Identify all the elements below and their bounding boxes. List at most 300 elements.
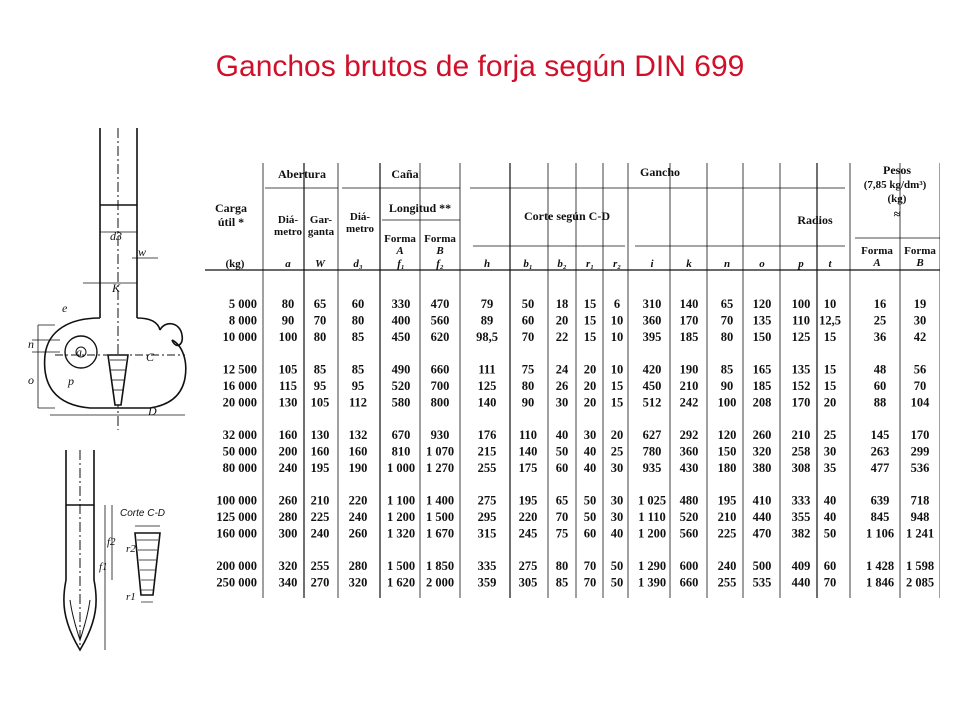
table-cell: 140 xyxy=(679,297,699,311)
table-cell: 275 xyxy=(518,559,538,573)
table-cell: 60 xyxy=(555,461,569,475)
table-cell: 15 xyxy=(583,313,597,328)
table-cell: 30 xyxy=(610,510,624,524)
table-cell: 195 xyxy=(310,461,330,475)
svg-text:o: o xyxy=(28,373,34,387)
table-cell: 135 xyxy=(791,362,811,377)
table-cell: 1 428 xyxy=(865,559,895,573)
table-cell: 308 xyxy=(791,461,811,475)
carga-cell: 16 000 xyxy=(222,379,257,393)
table-cell: 145 xyxy=(870,428,890,442)
table-cell: 1 500 xyxy=(386,559,416,573)
table-cell: 70 xyxy=(583,559,597,573)
table-cell: 210 xyxy=(791,428,811,442)
table-cell: 935 xyxy=(642,461,662,475)
table-cell: 85 xyxy=(351,330,365,344)
symbol-14: o xyxy=(759,258,765,270)
table-cell: 299 xyxy=(910,444,930,459)
table-cell: 1 200 xyxy=(386,510,416,524)
table-cell: 95 xyxy=(351,379,365,393)
carga-cell: 20 000 xyxy=(222,395,257,410)
table-cell: 660 xyxy=(679,575,699,590)
carga-cell: 200 000 xyxy=(216,559,257,573)
table-cell: 15 xyxy=(823,330,837,344)
symbol-10: r₂ xyxy=(612,258,622,270)
table-cell: 1 200 xyxy=(637,526,667,541)
table-cell: 1 000 xyxy=(386,461,416,475)
table-cell: 40 xyxy=(823,493,837,508)
table-cell: 270 xyxy=(310,575,330,590)
table-cell: 15 xyxy=(610,379,624,393)
table-cell: 520 xyxy=(391,379,411,393)
table-cell: 355 xyxy=(791,510,811,524)
table-cell: 65 xyxy=(720,297,734,311)
table-cell: 100 xyxy=(791,297,811,311)
header-pesos-2: (7,85 kg/dm³) xyxy=(863,179,927,191)
table-cell: 275 xyxy=(477,493,497,508)
table-cell: 335 xyxy=(477,559,497,573)
table-cell: 160 xyxy=(348,444,368,459)
table-cell: 30 xyxy=(823,444,837,459)
table-cell: 240 xyxy=(278,461,298,475)
table-cell: 160 xyxy=(310,444,330,459)
symbol-15: p xyxy=(798,258,804,270)
table-cell: 70 xyxy=(823,575,837,590)
table-cell: 470 xyxy=(752,526,772,541)
header-pesos-3: (kg) xyxy=(887,193,907,205)
table-cell: 780 xyxy=(642,444,662,459)
table-cell: 195 xyxy=(717,493,737,508)
table-cell: 382 xyxy=(791,526,811,541)
header-gancho: Gancho xyxy=(639,165,681,179)
table-cell: 6 xyxy=(613,297,621,311)
page-title: Ganchos brutos de forja según DIN 699 xyxy=(215,50,745,83)
table-cell: 85 xyxy=(313,362,327,377)
table-cell: 152 xyxy=(791,379,811,393)
table-cell: 20 xyxy=(823,395,837,410)
table-cell: 75 xyxy=(555,526,569,541)
table-cell: 180 xyxy=(717,461,737,475)
table-cell: 520 xyxy=(679,510,699,524)
symbol-9: r₁ xyxy=(585,258,595,270)
symbol-7: b₁ xyxy=(523,258,533,270)
table-cell: 1 620 xyxy=(386,575,416,590)
table-cell: 104 xyxy=(910,395,930,410)
table-cell: 65 xyxy=(313,297,327,311)
table-cell: 50 xyxy=(610,559,624,573)
table-cell: 320 xyxy=(348,575,368,590)
table-cell: 480 xyxy=(679,493,699,508)
table-cell: 220 xyxy=(518,510,538,524)
table-cell: 90 xyxy=(281,313,295,328)
table-cell: 30 xyxy=(583,428,597,442)
table-cell: 380 xyxy=(752,461,772,475)
table-cell: 56 xyxy=(913,362,927,377)
table-cell: 1 270 xyxy=(425,461,455,475)
table-cell: 24 xyxy=(555,362,569,377)
table-cell: 120 xyxy=(752,297,772,311)
table-cell: 295 xyxy=(477,510,497,524)
table-cell: 810 xyxy=(391,444,411,459)
table-cell: 242 xyxy=(679,395,699,410)
carga-cell: 10 000 xyxy=(222,330,257,344)
table-cell: 845 xyxy=(870,510,890,524)
table-cell: 627 xyxy=(642,428,662,442)
svg-text:r1: r1 xyxy=(126,591,136,603)
svg-text:f2: f2 xyxy=(107,536,116,548)
table-cell: 260 xyxy=(752,428,772,442)
table-cell: 105 xyxy=(310,395,330,410)
svg-text:e: e xyxy=(62,301,68,315)
table-cell: 140 xyxy=(477,395,497,410)
table-cell: 140 xyxy=(518,444,538,459)
table-cell: 560 xyxy=(679,526,699,541)
table-cell: 70 xyxy=(521,330,535,344)
header-diametro-2: metro xyxy=(274,226,302,238)
table-cell: 1 400 xyxy=(425,493,455,508)
carga-cell: 50 000 xyxy=(222,444,257,459)
symbol-6: h xyxy=(483,258,491,270)
table-cell: 300 xyxy=(278,526,298,541)
header-corte: Corte según C-D xyxy=(524,209,610,223)
table-cell: 440 xyxy=(752,510,772,524)
table-cell: 50 xyxy=(823,526,837,541)
table-cell: 620 xyxy=(430,330,450,344)
section-label: Corte C-D xyxy=(120,508,166,519)
table-cell: 215 xyxy=(477,444,497,459)
table-cell: 160 xyxy=(278,428,298,442)
table-cell: 85 xyxy=(351,362,365,377)
table-cell: 948 xyxy=(910,510,930,524)
table-cell: 255 xyxy=(717,575,737,590)
table-cell: 40 xyxy=(610,526,624,541)
table-cell: 112 xyxy=(348,395,368,410)
header-radios: Radios xyxy=(797,213,833,227)
header-longitud: Longitud ** xyxy=(388,201,452,215)
svg-text:n: n xyxy=(28,337,34,351)
table-cell: 1 106 xyxy=(865,526,895,541)
header-peso-forma-b: Forma xyxy=(904,245,936,257)
table-cell: 125 xyxy=(791,330,811,344)
table-cell: 170 xyxy=(791,395,811,410)
carga-cell: 32 000 xyxy=(222,428,257,442)
table-cell: 95 xyxy=(313,379,327,393)
header-cana-diametro: Diá- xyxy=(349,211,371,223)
table-cell: 170 xyxy=(679,313,699,328)
table-cell: 75 xyxy=(521,362,535,377)
symbol-f2: f₂ xyxy=(436,258,444,270)
table-cell: 40 xyxy=(555,428,569,442)
table-cell: 670 xyxy=(391,428,411,442)
symbol-13: n xyxy=(723,258,731,270)
table-cell: 30 xyxy=(555,395,569,410)
table-cell: 40 xyxy=(583,461,597,475)
table-cell: 18 xyxy=(555,297,569,311)
symbol-3: d₃ xyxy=(353,258,363,270)
table-cell: 25 xyxy=(610,444,624,459)
table-cell: 50 xyxy=(555,444,569,459)
table-cell: 1 070 xyxy=(425,444,455,459)
table-cell: 80 xyxy=(555,559,569,573)
table-cell: 36 xyxy=(873,330,887,344)
table-cell: 240 xyxy=(717,559,737,573)
table-cell: 255 xyxy=(477,461,497,475)
table-cell: 280 xyxy=(278,510,298,524)
table-cell: 115 xyxy=(278,379,298,393)
svg-text:D: D xyxy=(148,404,157,418)
header-cana-diametro-2: metro xyxy=(346,223,374,235)
table-cell: 360 xyxy=(642,313,662,328)
table-cell: 225 xyxy=(717,526,737,541)
table-cell: 35 xyxy=(823,461,837,475)
table-cell: 105 xyxy=(278,362,298,377)
table-cell: 320 xyxy=(752,444,772,459)
table-cell: 79 xyxy=(480,297,494,311)
table-cell: 70 xyxy=(313,313,327,328)
table-cell: 15 xyxy=(823,379,837,393)
table-cell: 477 xyxy=(870,461,890,475)
header-peso-a: A xyxy=(873,257,881,269)
table-cell: 80 xyxy=(521,379,535,393)
table-cell: 195 xyxy=(518,493,538,508)
table-cell: 210 xyxy=(679,379,699,393)
table-cell: 320 xyxy=(278,559,298,573)
table-cell: 1 290 xyxy=(637,559,667,573)
table-cell: 60 xyxy=(583,526,597,541)
header-forma-b-letter: B xyxy=(436,245,444,257)
table-cell: 260 xyxy=(278,493,298,508)
table-cell: 1 390 xyxy=(637,575,667,590)
table-cell: 930 xyxy=(430,428,450,442)
table-cell: 240 xyxy=(348,510,368,524)
table-cell: 15 xyxy=(583,330,597,344)
table-cell: 410 xyxy=(752,493,772,508)
table-cell: 60 xyxy=(521,313,535,328)
table-cell: 110 xyxy=(518,428,538,442)
svg-text:w: w xyxy=(138,245,147,259)
table-cell: 15 xyxy=(610,395,624,410)
table-cell: 170 xyxy=(910,428,930,442)
table-cell: 165 xyxy=(752,362,772,377)
symbol-1: a xyxy=(285,258,291,270)
table-cell: 450 xyxy=(391,330,411,344)
carga-cell: 100 000 xyxy=(216,493,257,508)
table-cell: 470 xyxy=(430,297,450,311)
table-cell: 639 xyxy=(870,493,890,508)
table-cell: 280 xyxy=(348,559,368,573)
table-cell: 60 xyxy=(873,379,887,393)
header-forma-a: Forma xyxy=(384,233,416,245)
table-cell: 2 000 xyxy=(425,575,455,590)
carga-cell: 160 000 xyxy=(216,526,257,541)
table-cell: 200 xyxy=(278,444,298,459)
table-cell: 1 500 xyxy=(425,510,455,524)
table-cell: 16 xyxy=(873,297,887,311)
table-cell: 20 xyxy=(610,428,624,442)
table-cell: 660 xyxy=(430,362,450,377)
table-cell: 536 xyxy=(910,461,930,475)
table-cell: 100 xyxy=(278,330,298,344)
table-cell: 1 846 xyxy=(865,575,895,590)
table-cell: 258 xyxy=(791,444,811,459)
table-cell: 12,5 xyxy=(819,313,841,328)
table-cell: 10 xyxy=(610,330,624,344)
table-cell: 20 xyxy=(583,395,597,410)
svg-text:C: C xyxy=(146,350,155,364)
table-cell: 580 xyxy=(391,395,411,410)
table-cell: 70 xyxy=(913,379,927,393)
dim-label-d3: d3 xyxy=(110,229,122,243)
table-cell: 190 xyxy=(348,461,368,475)
table-cell: 130 xyxy=(310,428,330,442)
table-cell: 20 xyxy=(583,362,597,377)
table-cell: 60 xyxy=(351,297,365,311)
header-pesos: Pesos xyxy=(883,163,911,177)
table-cell: 10 xyxy=(823,297,837,311)
header-carga: Carga xyxy=(215,201,247,215)
table-cell: 88 xyxy=(873,395,887,410)
symbol-12: k xyxy=(686,258,692,270)
header-carga-sub: útil * xyxy=(217,215,245,229)
table-cell: 175 xyxy=(518,461,538,475)
table-cell: 292 xyxy=(679,428,699,442)
table-cell: 800 xyxy=(430,395,450,410)
table-cell: 150 xyxy=(752,330,772,344)
table-cell: 50 xyxy=(583,510,597,524)
table-cell: 100 xyxy=(717,395,737,410)
table-cell: 1 320 xyxy=(386,526,416,541)
table-cell: 409 xyxy=(791,559,811,573)
carga-cell: 125 000 xyxy=(216,510,257,524)
table-cell: 2 085 xyxy=(905,575,935,590)
table-cell: 19 xyxy=(913,297,927,311)
table-cell: 512 xyxy=(642,395,662,410)
table-cell: 25 xyxy=(873,313,887,328)
symbol-11: i xyxy=(650,258,654,270)
hook-dimensions-table xyxy=(205,158,940,608)
table-cell: 10 xyxy=(610,313,624,328)
table-cell: 185 xyxy=(679,330,699,344)
table-cell: 225 xyxy=(310,510,330,524)
symbol-8: b₂ xyxy=(557,258,567,270)
table-cell: 263 xyxy=(870,444,890,459)
header-abertura: Abertura xyxy=(278,167,326,181)
table-cell: 210 xyxy=(717,510,737,524)
table-cell: 600 xyxy=(679,559,699,573)
header-diametro: Diá- xyxy=(277,214,299,226)
table-cell: 315 xyxy=(477,526,497,541)
table-cell: 220 xyxy=(348,493,368,508)
table-cell: 40 xyxy=(823,510,837,524)
table-cell: 1 598 xyxy=(905,559,935,573)
table-cell: 420 xyxy=(642,362,662,377)
header-forma-b: Forma xyxy=(424,233,456,245)
table-cell: 30 xyxy=(913,313,927,328)
table-cell: 535 xyxy=(752,575,772,590)
table-cell: 111 xyxy=(478,362,496,377)
symbol-0: (kg) xyxy=(225,258,245,270)
table-cell: 110 xyxy=(791,313,811,328)
svg-text:a: a xyxy=(76,345,82,359)
table-cell: 15 xyxy=(583,297,597,311)
table-cell: 310 xyxy=(642,297,662,311)
symbol-16: t xyxy=(828,258,832,270)
table-cell: 176 xyxy=(477,428,497,442)
table-cell: 255 xyxy=(310,559,330,573)
svg-text:p: p xyxy=(68,374,74,388)
table-cell: 20 xyxy=(555,313,569,328)
table-cell: 25 xyxy=(823,428,837,442)
table-cell: 125 xyxy=(477,379,497,393)
table-cell: 90 xyxy=(521,395,535,410)
table-cell: 360 xyxy=(679,444,699,459)
carga-cell: 80 000 xyxy=(222,461,257,475)
header-peso-b: B xyxy=(916,257,924,269)
table-cell: 22 xyxy=(555,330,569,344)
table-cell: 50 xyxy=(583,493,597,508)
table-cell: 30 xyxy=(610,461,624,475)
table-cell: 210 xyxy=(310,493,330,508)
table-cell: 1 241 xyxy=(905,526,935,541)
table-cell: 120 xyxy=(717,428,737,442)
table-cell: 1 670 xyxy=(425,526,455,541)
table-cell: 50 xyxy=(521,297,535,311)
header-peso-forma-a: Forma xyxy=(861,245,893,257)
carga-cell: 12 500 xyxy=(222,362,257,377)
table-cell: 80 xyxy=(720,330,734,344)
svg-text:f1: f1 xyxy=(99,561,108,573)
table-cell: 1 100 xyxy=(386,493,416,508)
header-forma-a-letter: A xyxy=(396,245,404,257)
table-cell: 1 850 xyxy=(425,559,455,573)
table-cell: 70 xyxy=(583,575,597,590)
table-cell: 26 xyxy=(555,379,569,393)
table-cell: 305 xyxy=(518,575,538,590)
table-cell: 245 xyxy=(518,526,538,541)
table-cell: 15 xyxy=(823,362,837,377)
table-cell: 20 xyxy=(583,379,597,393)
table-cell: 30 xyxy=(610,493,624,508)
table-cell: 333 xyxy=(791,493,811,508)
table-cell: 208 xyxy=(752,395,772,410)
table-cell: 500 xyxy=(752,559,772,573)
table-cell: 130 xyxy=(278,395,298,410)
table-cell: 40 xyxy=(583,444,597,459)
table-cell: 260 xyxy=(348,526,368,541)
table-cell: 560 xyxy=(430,313,450,328)
table-cell: 132 xyxy=(348,428,368,442)
table-cell: 135 xyxy=(752,313,772,328)
table-cell: 50 xyxy=(610,575,624,590)
table-cell: 718 xyxy=(910,493,930,508)
table-cell: 60 xyxy=(823,559,837,573)
table-cell: 65 xyxy=(555,493,569,508)
table-cell: 395 xyxy=(642,330,662,344)
svg-text:r2: r2 xyxy=(126,543,136,555)
table-cell: 490 xyxy=(391,362,411,377)
table-cell: 330 xyxy=(391,297,411,311)
table-cell: 700 xyxy=(430,379,450,393)
table-cell: 10 xyxy=(610,362,624,377)
carga-cell: 8 000 xyxy=(228,313,257,328)
table-cell: 48 xyxy=(873,362,887,377)
table-cell: 80 xyxy=(281,297,295,311)
table-cell: 85 xyxy=(555,575,569,590)
table-cell: 80 xyxy=(313,330,327,344)
table-cell: 98,5 xyxy=(476,330,498,344)
table-cell: 70 xyxy=(720,313,734,328)
table-cell: 90 xyxy=(720,379,734,393)
